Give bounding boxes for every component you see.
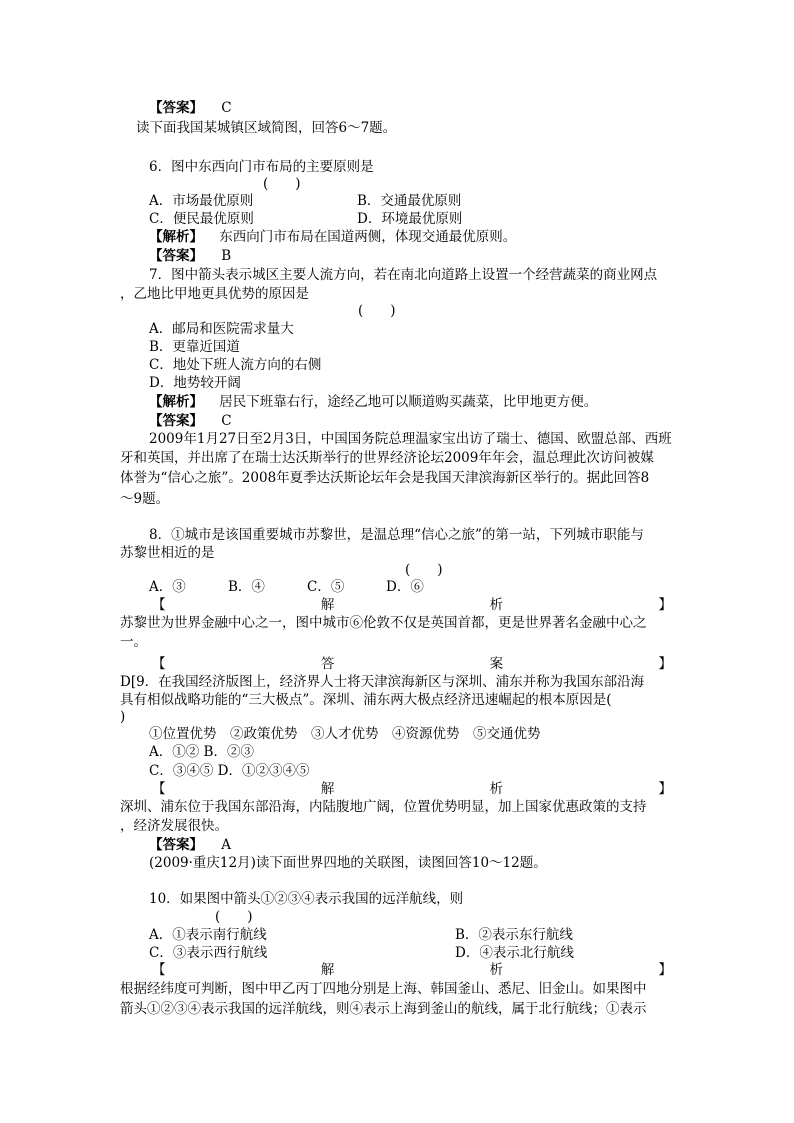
q10-option-a: A．①表示南行航线 — [149, 927, 267, 943]
answer-line-5: 【答案】 C — [149, 100, 232, 116]
q9-analysis-header: 【 解 析 】 — [152, 781, 672, 797]
q6-options-ab — [149, 192, 676, 210]
q9-analysis-2: ，经济发展很快。 — [120, 818, 228, 834]
q9-stem-1: D[9．在我国经济版图上，经济界人士将天津滨海新区与深圳、浦东并称为我国东部沿海 — [120, 674, 645, 690]
q8-option-b: B．④ — [228, 579, 265, 595]
q10-option-c: C．③表示西行航线 — [149, 945, 268, 961]
q10-analysis-header: 【 解 析 】 — [152, 962, 672, 978]
q8-analysis-2: 一。 — [120, 634, 147, 650]
intro-8-9-line-1: 2009年1月27日至2月3日，中国国务院总理温家宝出访了瑞士、德国、欧盟总部、西班 — [149, 431, 672, 447]
q10-paren: ( ) — [215, 909, 253, 925]
intro-8-9-line-2: 牙和英国，并出席了在瑞士达沃斯举行的世界经济论坛2009年年会，温总理此次访问被媒 — [120, 450, 654, 466]
q7-option-c: C．地处下班人流方向的右侧 — [149, 357, 322, 373]
q8-analysis-header: 【 解 析 】 — [152, 597, 672, 613]
q9-options-ab: A．①② B．②③ — [149, 744, 254, 760]
q10-options-cd — [149, 944, 676, 962]
q8-analysis-1: 苏黎世为世界金融中心之一，图中城市⑥伦敦不仅是英国首都，更是世界著名金融中心之 — [120, 615, 647, 631]
q6-option-b: B．交通最优原则 — [357, 193, 462, 209]
instruction-6-7: 读下面我国某城镇区域简图，回答6～7题。 — [136, 120, 397, 136]
q7-option-a: A．邮局和医院需求量大 — [149, 321, 294, 337]
q9-stem-2: 具有相似战略功能的“三大极点”。深圳、浦东两大极点经济迅速崛起的根本原因是( — [120, 692, 612, 708]
q6-options-cd — [149, 210, 676, 228]
q6-option-d: D．环境最优原则 — [357, 211, 463, 227]
q9-answer: 【答案】 A — [149, 837, 232, 853]
q7-analysis: 【解析】 居民下班靠右行，途经乙地可以顺道购买蔬菜，比甲地更方便。 — [149, 394, 598, 410]
q10-option-b: B．②表示东行航线 — [455, 927, 573, 943]
q7-stem-1: 7．图中箭头表示城区主要人流方向，若在南北向道路上设置一个经营蔬菜的商业网点 — [149, 267, 658, 283]
q7-option-d: D．地势较开阔 — [149, 375, 241, 391]
intro-10-12: (2009·重庆12月)读下面世界四地的关联图，读图回答10～12题。 — [149, 855, 547, 871]
q8-answer-header: 【 答 案 】 — [152, 656, 672, 672]
q9-items: ①位置优势 ②政策优势 ③人才优势 ④资源优势 ⑤交通优势 — [149, 726, 541, 742]
q6-option-a: A．市场最优原则 — [149, 193, 254, 209]
q8-option-c: C．⑤ — [307, 579, 345, 595]
q8-option-a: A．③ — [149, 579, 186, 595]
q8-paren: ( ) — [405, 562, 443, 578]
q9-options-cd: C．③④⑤ D．①②③④⑤ — [149, 763, 310, 779]
q8-stem-2: 苏黎世相近的是 — [120, 545, 215, 561]
intro-8-9-line-3: 体誉为“信心之旅”。2008年夏季达沃斯论坛年会是我国天津滨海新区举行的。据此回答8 — [120, 470, 650, 486]
q7-option-b: B．更靠近国道 — [149, 339, 240, 355]
q7-stem-2: ，乙地比甲地更具优势的原因是 — [120, 286, 309, 302]
intro-8-9-line-4: ～9题。 — [120, 491, 170, 507]
q9-stem-3: ) — [120, 709, 126, 725]
q6-option-c: C．便民最优原则 — [149, 211, 254, 227]
q10-options-ab — [149, 926, 676, 944]
q10-analysis-1: 根据经纬度可判断，图中甲乙丙丁四地分别是上海、韩国釜山、悉尼、旧金山。如果图中 — [120, 981, 647, 997]
q6-answer: 【答案】 B — [149, 248, 232, 264]
q10-stem: 10．如果图中箭头①②③④表示我国的远洋航线，则 — [149, 891, 464, 907]
q6-stem: 6．图中东西向门市布局的主要原则是 — [149, 159, 374, 175]
q8-option-d: D．⑥ — [386, 579, 424, 595]
q6-analysis: 【解析】 东西向门市布局在国道两侧，体现交通最优原则。 — [149, 229, 517, 245]
q8-stem-1: 8．①城市是该国重要城市苏黎世，是温总理“信心之旅”的第一站，下列城市职能与 — [149, 527, 644, 543]
q7-paren: ( ) — [358, 303, 396, 319]
q10-option-d: D．④表示北行航线 — [455, 945, 574, 961]
q6-paren: ( ) — [263, 176, 301, 192]
q7-answer: 【答案】 C — [149, 413, 232, 429]
q10-analysis-2: 箭头①②③④表示我国的远洋航线，则④表示上海到釜山的航线，属于北行航线；①表示 — [120, 1001, 647, 1017]
q9-analysis-1: 深圳、浦东位于我国东部沿海，内陆腹地广阔，位置优势明显，加上国家优惠政策的支持 — [120, 799, 647, 815]
q8-options — [149, 578, 676, 596]
